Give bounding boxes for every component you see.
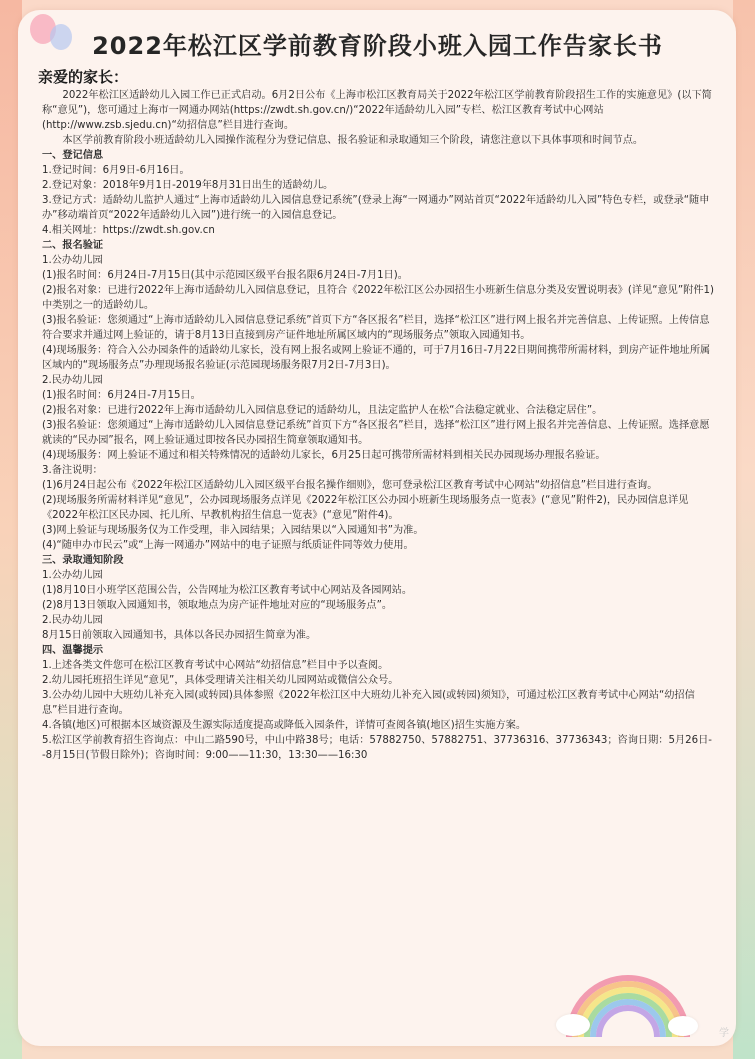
paragraph: 1.公办幼儿园 bbox=[42, 570, 103, 581]
paragraph: (4)“随申办市民云”或“上海一网通办”网站中的电子证照与纸质证件同等效力使用。 bbox=[42, 540, 414, 551]
paragraph: 2.民办幼儿园 bbox=[42, 615, 103, 626]
paragraph: 本区学前教育阶段小班适龄幼儿入园操作流程分为登记信息、报名验证和录取通知三个阶段，请您注意以下具体事项和时间节点。 bbox=[62, 135, 644, 146]
paragraph: (2)报名对象：已进行2022年上海市适龄幼儿入园信息登记，且符合《2022年松江区公办园招生小班新生信息分类及安置说明表》(详见“意见”附件1)中类别之一的适龄幼儿。 bbox=[42, 285, 714, 311]
paragraph: (2)报名对象：已进行2022年上海市适龄幼儿入园信息登记的适龄幼儿，且法定监护人在松“合法稳定就业、合法稳定居住”。 bbox=[42, 405, 603, 416]
paragraph: 4.相关网址：https://zwdt.sh.gov.cn bbox=[42, 225, 215, 236]
watermark: 学 bbox=[719, 1028, 729, 1039]
right-gradient-edge bbox=[733, 0, 755, 1059]
paragraph: 2.登记对象：2018年9月1日-2019年8月31日出生的适龄幼儿。 bbox=[42, 180, 334, 191]
paragraph: 3.备注说明： bbox=[42, 465, 103, 476]
paragraph: 2.民办幼儿园 bbox=[42, 375, 103, 386]
paragraph: (1)报名时间：6月24日-7月15日。 bbox=[42, 390, 201, 401]
paragraph: (4)现场服务：网上验证不通过和相关特殊情况的适龄幼儿家长，6月25日起可携带所需材料到相关民办园现场办理报名验证。 bbox=[42, 450, 606, 461]
section-heading: 一、登记信息 bbox=[42, 150, 104, 161]
greeting: 亲爱的家长： bbox=[38, 68, 129, 86]
paragraph: 4.各镇(地区)可根据本区域资源及生源实际适度提高或降低入园条件，详情可查阅各镇(地区)招生实施方案。 bbox=[42, 720, 527, 731]
paragraph: (1)报名时间：6月24日-7月15日(其中示范园区级平台报名限6月24日-7月1日)。 bbox=[42, 270, 408, 281]
cloud-left-icon bbox=[556, 1014, 590, 1036]
paragraph: 8月15日前领取入园通知书，具体以各民办园招生简章为准。 bbox=[42, 630, 317, 641]
paragraph: 2.幼儿园托班招生详见“意见”，具体受理请关注相关幼儿园网站或微信公众号。 bbox=[42, 675, 399, 686]
cloud-right-icon bbox=[668, 1016, 698, 1036]
paragraph: (3)网上验证与现场服务仅为工作受理，非入园结果；入园结果以“入园通知书”为准。 bbox=[42, 525, 424, 536]
paragraph: 1.公办幼儿园 bbox=[42, 255, 103, 266]
paragraph: (2)现场服务所需材料详见“意见”，公办园现场服务点详见《2022年松江区公办园小班新生现场服务点一览表》(“意见”附件2)，民办园信息详见《2022年松江区民办园、托儿所、早教机构招生信息一览表》(“意见”附件4)。 bbox=[42, 495, 689, 521]
paragraph: (3)报名验证：您须通过“上海市适龄幼儿入园信息登记系统”首页下方“各区报名”栏目，选择“松江区”进行网上报名并完善信息、上传证照。上传信息符合要求并通过网上验证的，请于8月13日直接到房产证件地址所属区域内的“现场服务点”领取入园通知书。 bbox=[42, 315, 710, 341]
section-heading: 三、录取通知阶段 bbox=[42, 555, 124, 566]
paragraph: 3.登记方式：适龄幼儿监护人通过“上海市适龄幼儿入园信息登记系统”(登录上海“一网通办”网站首页“2022年适龄幼儿入园”特色专栏，或登录“随申办”移动端首页“2022年适龄幼儿入园”)进行统一的入园信息登记。 bbox=[42, 195, 710, 221]
paragraph: 5.松江区学前教育招生咨询点：中山二路590号，中山中路38号；电话：57882750、57882751、37736316、37736343；咨询日期：5月26日--8月15日(节假日除外)；咨询时间：9:00——11:30，13:30——16:30 bbox=[42, 735, 712, 761]
section-heading: 四、温馨提示 bbox=[42, 645, 104, 656]
letter-body bbox=[42, 88, 714, 763]
paragraph: 2022年松江区适龄幼儿入园工作已正式启动。6月2日公布《上海市松江区教育局关于2022年松江区学前教育阶段招生工作的实施意见》(以下简称“意见”)，您可通过上海市一网通办网站(https://zwdt.sh.gov.cn/)“2022年适龄幼儿入园”专栏、松江区教育考试中心网站(http://www.zsb.sjedu.cn)“幼招信息”栏目进行查询。 bbox=[42, 90, 712, 131]
paragraph: 1.登记时间：6月9日-6月16日。 bbox=[42, 165, 190, 176]
paragraph: (1)8月10日小班学区范围公告，公告网址为松江区教育考试中心网站及各园网站。 bbox=[42, 585, 413, 596]
paragraph: 1.上述各类文件您可在松江区教育考试中心网站“幼招信息”栏目中予以查阅。 bbox=[42, 660, 389, 671]
paragraph: (1)6月24日起公布《2022年松江区适龄幼儿入园区级平台报名操作细则》，您可登录松江区教育考试中心网站“幼招信息”栏目进行查询。 bbox=[42, 480, 658, 491]
paragraph: 3.公办幼儿园中大班幼儿补充入园(或转园)具体参照《2022年松江区中大班幼儿补充入园(或转园)须知》，可通过松江区教育考试中心网站“幼招信息”栏目进行查询。 bbox=[42, 690, 695, 716]
paragraph: (3)报名验证：您须通过“上海市适龄幼儿入园信息登记系统”首页下方“各区报名”栏目，选择“松江区”进行网上报名并完善信息、上传证照。选择意愿就读的“民办园”报名，网上验证通过即按各民办园招生简章领取通知书。 bbox=[42, 420, 710, 446]
paragraph: (2)8月13日领取入园通知书，领取地点为房产证件地址对应的“现场服务点”。 bbox=[42, 600, 393, 611]
section-heading: 二、报名验证 bbox=[42, 240, 104, 251]
paragraph: (4)现场服务：符合入公办园条件的适龄幼儿家长，没有网上报名或网上验证不通的，可于7月16日-7月22日期间携带所需材料，到房产证件地址所属区域内的“现场服务点”办理现场报名验证(示范园现场服务限7月2日-7月3日)。 bbox=[42, 345, 711, 371]
page-title: 2022年松江区学前教育阶段小班入园工作告家长书 bbox=[92, 32, 663, 60]
